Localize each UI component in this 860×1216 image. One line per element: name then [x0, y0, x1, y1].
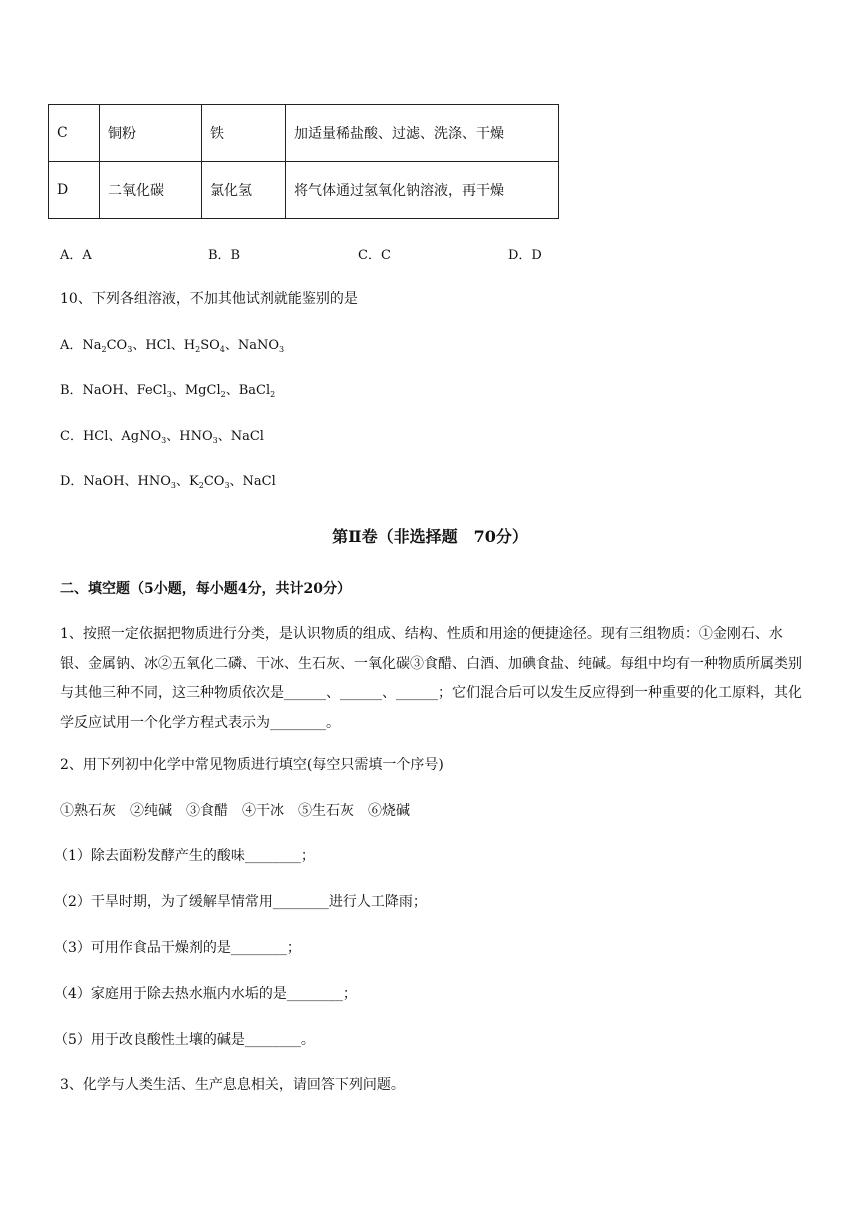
q9-option-a: A．A: [60, 248, 92, 263]
table-row: [49, 162, 559, 219]
row-substance: 铜粉: [100, 105, 202, 162]
q1-text: 1、按照一定依据把物质进行分类，是认识物质的组成、结构、性质和用途的便捷途径。现有三组物质：①金刚石、水银、金属钠、冰②五氧化二磷、干冰、生石灰、一氧化碳③食醋、白酒、加碘食盐、纯碱。每组中均有一种物质所属类别与其他三种不同，这三种物质依次是______、______、______；它们混合后可以发生反应得到一种重要的化工原料，其化学反应试用一个化学方程式表示为________。: [60, 626, 802, 731]
options-table: [48, 104, 559, 219]
q10-option-c: C．HCl、AgNO$_3$、$HNO_3$、NaCl: [60, 429, 264, 445]
section-title: 第Ⅱ卷（非选择题 70分）: [332, 527, 528, 546]
section-heading: 二、填空题（5小题，每小题4分，共计20分）: [60, 581, 351, 597]
q2-sub-1: （1）除去面粉发酵产生的酸味________；: [54, 848, 315, 864]
q10-option-d: D．NaOH、$HNO_3$、$K_2CO_3$、NaCl: [60, 474, 276, 490]
table-row: [49, 105, 559, 162]
q2-stem: 2、用下列初中化学中常见物质进行填空(每空只需填一个序号): [60, 757, 444, 773]
q3-text: 3、化学与人类生活、生产息息相关，请回答下列问题。: [60, 1077, 405, 1093]
row-method: 加适量稀盐酸、过滤、洗涤、干燥: [286, 105, 559, 162]
row-method: 将气体通过氢氧化钠溶液，再干燥: [286, 162, 559, 219]
q10-stem: 10、下列各组溶液，不加其他试剂就能鉴别的是: [60, 291, 358, 307]
q2-sub-3: （3）可用作食品干燥剂的是________；: [54, 940, 301, 956]
row-substance: 二氧化碳: [100, 162, 202, 219]
row-label: D: [49, 162, 100, 219]
q2-sub-2: （2）干旱时期，为了缓解旱情常用________进行人工降雨；: [54, 894, 427, 910]
row-impurity: 氯化氢: [202, 162, 286, 219]
q2-sub-4: （4）家庭用于除去热水瓶内水垢的是________；: [54, 986, 357, 1002]
row-label: C: [49, 105, 100, 162]
q10-option-a: A．$Na_2CO_3$、HCl、$H_2SO_4$、NaNO$_3$: [60, 338, 285, 354]
row-impurity: 铁: [202, 105, 286, 162]
q9-option-c: C．C: [358, 248, 391, 263]
q2-sub-5: （5）用于改良酸性土壤的碱是________。: [54, 1032, 315, 1048]
q9-option-d: D．D: [508, 248, 542, 263]
q9-option-b: B．B: [208, 248, 241, 263]
q2-items: ①熟石灰 ②纯碱 ③食醋 ④干冰 ⑤生石灰 ⑥烧碱: [60, 803, 410, 819]
q10-option-b: B．NaOH、FeCl$_3$、MgCl$_2$、BaCl$_2$: [60, 383, 276, 399]
